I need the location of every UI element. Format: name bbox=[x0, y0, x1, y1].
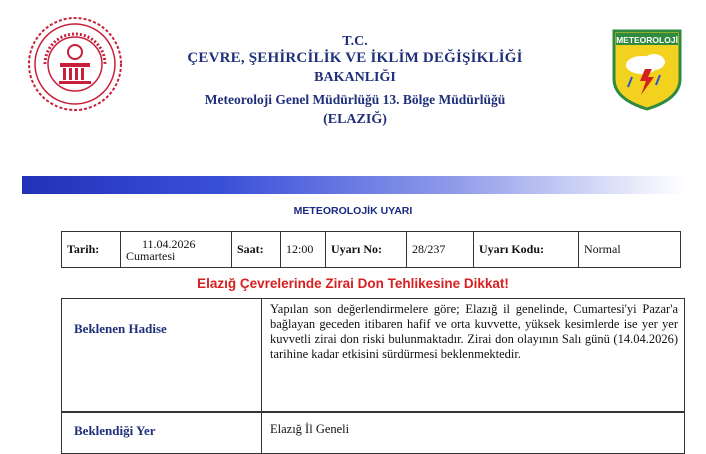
time-value: 12:00 bbox=[281, 232, 326, 268]
date-cell bbox=[121, 232, 232, 268]
expected-place-section bbox=[61, 412, 685, 454]
warning-headline: Elazığ Çevrelerinde Zirai Don Tehlikesine Dikkat! bbox=[197, 276, 509, 291]
warning-meta-table bbox=[61, 231, 681, 268]
warning-no-value: 28/237 bbox=[407, 232, 474, 268]
meteorology-logo bbox=[612, 29, 682, 111]
expected-event-label: Beklenen Hadise bbox=[74, 321, 167, 336]
expected-place-label: Beklendiği Yer bbox=[74, 423, 156, 438]
header-directorate: Meteoroloji Genel Müdürlüğü 13. Bölge Müdürlüğü bbox=[204, 92, 506, 107]
header-city: (ELAZIĞ) bbox=[323, 112, 387, 127]
day-value: Cumartesi bbox=[126, 248, 176, 263]
section-divider bbox=[261, 299, 262, 411]
header-tc: T.C. bbox=[342, 34, 368, 49]
date-label: Tarih: bbox=[62, 232, 121, 268]
document-title: METEOROLOJİK UYARI bbox=[293, 205, 413, 217]
section-divider bbox=[261, 413, 262, 453]
warning-code-label: Uyarı Kodu: bbox=[474, 232, 579, 268]
header-gradient-bar bbox=[22, 176, 686, 194]
expected-place-text: Elazığ İl Geneli bbox=[270, 422, 350, 436]
time-label: Saat: bbox=[232, 232, 281, 268]
svg-text:METEOROLOJİ: METEOROLOJİ bbox=[616, 35, 678, 45]
expected-event-section bbox=[61, 298, 685, 412]
ministry-seal-logo bbox=[27, 16, 123, 112]
warning-code-value: Normal bbox=[579, 232, 681, 268]
date-value: 11.04.2026 bbox=[142, 236, 196, 251]
expected-event-text: Yapılan son değerlendirmelere göre; Elazığ il genelinde, Cumartesi'yi Pazar'a bağlayan geceden itibaren hafif ve orta kuvvette, yüksek kesimlerde ise yer yer kuvvetli zirai don riski bulunmaktadır. Zirai don olayının Salı günü (14.04.2026) tarihine kadar etkisini sürdürmesi beklenmektedir. bbox=[270, 302, 678, 361]
header-ministry-line2: BAKANLIĞI bbox=[314, 70, 396, 85]
header-ministry-line1: ÇEVRE, ŞEHİRCİLİK VE İKLİM DEĞİŞİKLİĞİ bbox=[187, 50, 523, 66]
warning-no-label: Uyarı No: bbox=[326, 232, 407, 268]
